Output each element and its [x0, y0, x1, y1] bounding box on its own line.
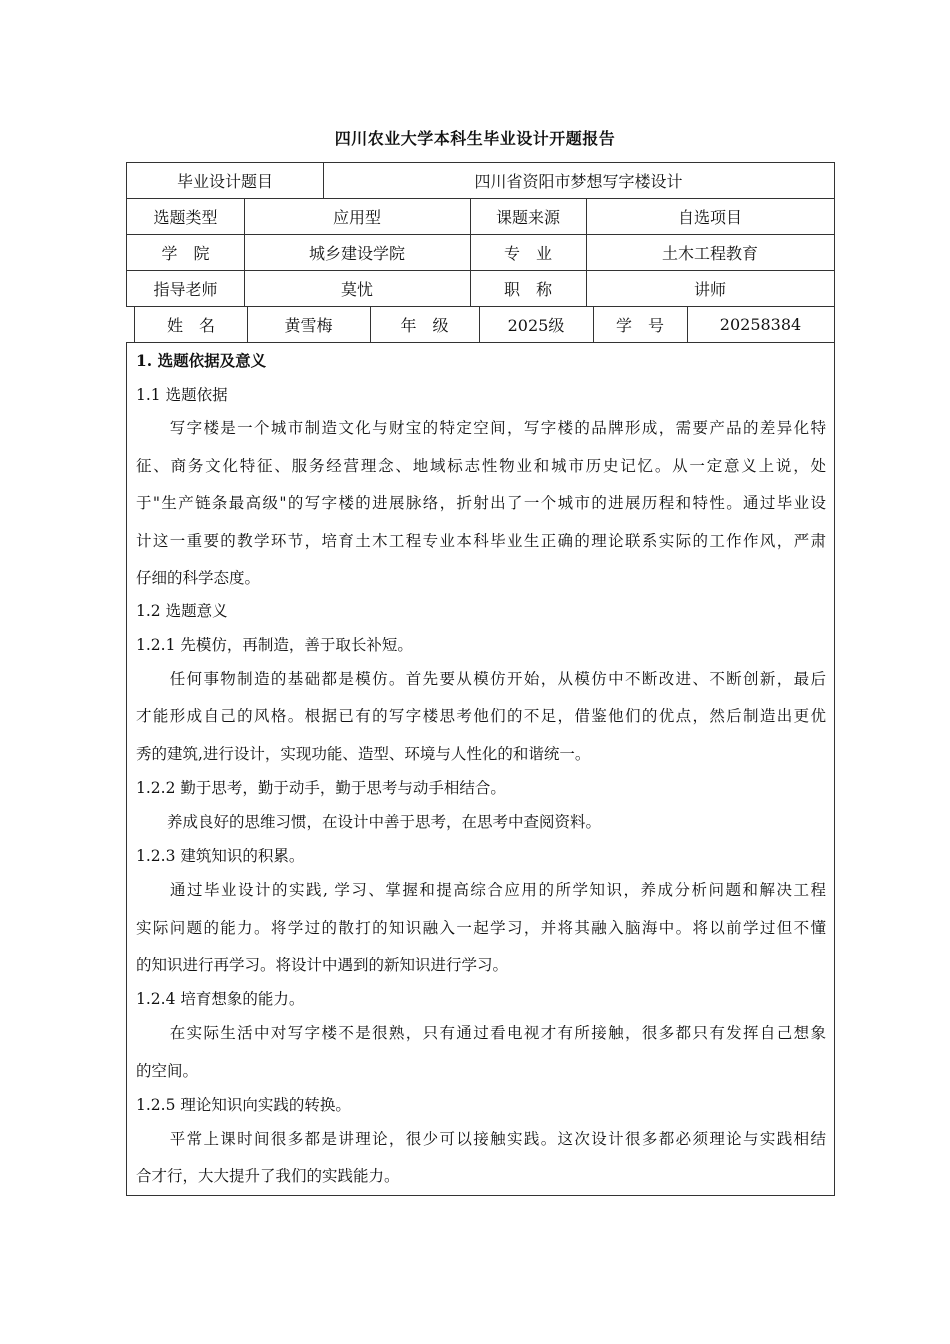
subheading: 1.2.4 培育想象的能力。 [136, 990, 305, 1008]
college-label: 学 院 [161, 244, 210, 263]
subheading: 1.2 选题意义 [136, 602, 228, 620]
type-value: 应用型 [332, 208, 381, 227]
paragraph-line: 仔细的科学态度。 [136, 569, 261, 587]
paragraph-line: 的知识进行再学习。将设计中遇到的新知识进行学习。 [136, 956, 509, 974]
paragraph-line: 的空间。 [136, 1062, 199, 1080]
info-row-advisor [126, 270, 835, 307]
subheading: 1.2.1 先模仿，再制造，善于取长补短。 [136, 636, 413, 654]
paragraph-line: 计这一重要的教学环节，培育土木工程专业本科毕业生正确的理论联系实际的工作作风，严肃 [136, 532, 826, 550]
major-label: 专 业 [503, 244, 552, 263]
rank-value: 讲师 [693, 280, 726, 299]
advisor-value: 莫忧 [340, 280, 373, 299]
info-row-college [126, 234, 835, 271]
topic-label: 毕业设计题目 [176, 172, 273, 191]
name-label: 姓 名 [166, 316, 215, 335]
id-value: 20258384 [719, 315, 802, 334]
major-value: 土木工程教育 [661, 244, 758, 263]
grade-label: 年 级 [400, 316, 449, 335]
subheading: 1.2.2 勤于思考，勤于动手，勤于思考与动手相结合。 [136, 779, 506, 797]
subheading: 1.2.5 理论知识向实践的转换。 [136, 1096, 351, 1114]
advisor-label: 指导老师 [153, 280, 218, 299]
paragraph-line: 征、商务文化特征、服务经营理念、地域标志性物业和城市历史记忆。从一定意义上说，处 [136, 457, 826, 475]
paragraph-line: 平常上课时间很多都是讲理论，很少可以接触实践。这次设计很多都必须理论与实践相结 [136, 1130, 826, 1148]
content-section [126, 342, 835, 1196]
paragraph-line: 通过毕业设计的实践, 学习、掌握和提高综合应用的所学知识，养成分析问题和解决工程 [136, 881, 826, 899]
info-row-student [134, 306, 835, 343]
subheading: 1.1 选题依据 [136, 386, 228, 404]
id-label: 学 号 [615, 316, 664, 335]
paragraph-line: 养成良好的思维习惯，在设计中善于思考，在思考中查阅资料。 [136, 813, 602, 831]
rank-label: 职 称 [503, 280, 552, 299]
source-label: 课题来源 [495, 208, 560, 227]
subheading: 1.2.3 建筑知识的积累。 [136, 847, 305, 865]
paragraph-line: 在实际生活中对写字楼不是很熟，只有通过看电视才有所接触，很多都只有发挥自己想象 [136, 1024, 826, 1042]
college-value: 城乡建设学院 [308, 244, 405, 263]
topic-value: 四川省资阳市梦想写字楼设计 [474, 172, 683, 191]
grade-value: 2025级 [507, 316, 565, 335]
paragraph-line: 任何事物制造的基础都是模仿。首先要从模仿开始，从模仿中不断改进、不断创新，最后 [136, 670, 826, 688]
paragraph-line: 于"生产链条最高级"的写字楼的进展脉络，折射出了一个城市的进展历程和特性。通过毕业设 [136, 494, 826, 512]
type-label: 选题类型 [153, 208, 218, 227]
info-row-topic [126, 162, 835, 199]
info-row-type [126, 198, 835, 235]
document-title: 四川农业大学本科生毕业设计开题报告 [334, 129, 616, 148]
paragraph-line: 合才行，大大提升了我们的实践能力。 [136, 1167, 400, 1185]
section-heading: 1. 选题依据及意义 [136, 351, 267, 370]
paragraph-line: 实际问题的能力。将学过的散打的知识融入一起学习，并将其融入脑海中。将以前学过但不懂 [136, 919, 826, 937]
source-value: 自选项目 [677, 208, 742, 227]
paragraph-line: 秀的建筑,进行设计，实现功能、造型、环境与人性化的和谐统一。 [136, 745, 591, 763]
name-value: 黄雪梅 [284, 316, 333, 335]
paragraph-line: 写字楼是一个城市制造文化与财宝的特定空间，写字楼的品牌形成，需要产品的差异化特 [136, 419, 826, 437]
paragraph-line: 才能形成自己的风格。根据已有的写字楼思考他们的不足，借鉴他们的优点，然后制造出更优 [136, 707, 826, 725]
